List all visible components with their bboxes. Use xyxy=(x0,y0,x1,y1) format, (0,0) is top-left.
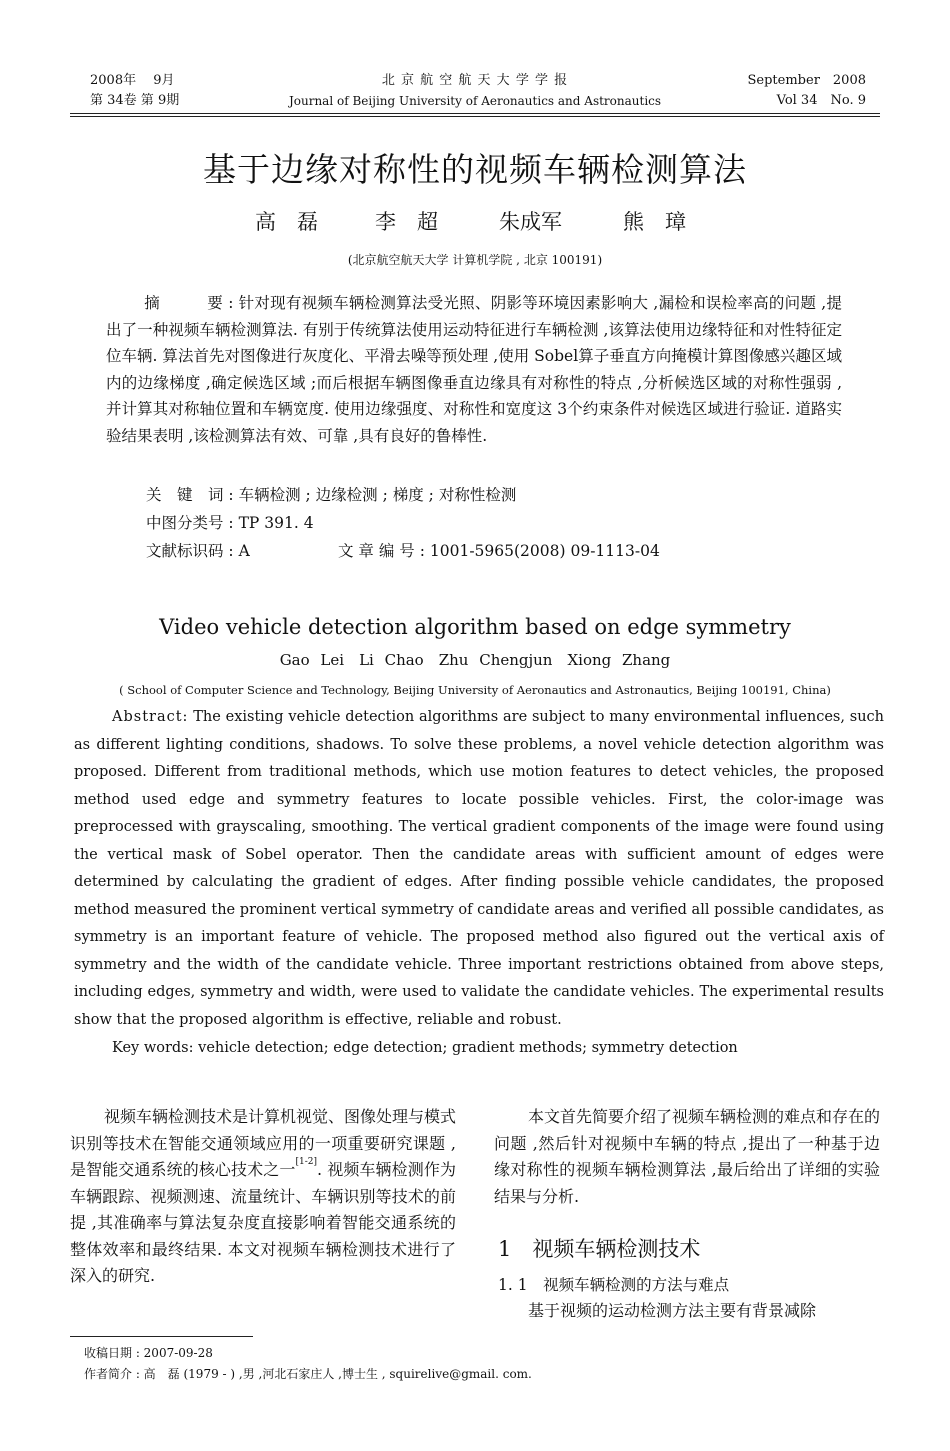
section-1-1-text: 基于视频的运动检测方法主要有背景减除 xyxy=(528,1301,817,1320)
intro-paragraph-1b: . 视频车辆检测作为车辆跟踪、视频测速、流量统计、车辆识别等技术的前提 ,其准确率与算法复杂度直接影响着智能交通系统的整体效率和最终结果. 本文对视频车辆检测技术进行了深入的研究. xyxy=(70,1160,456,1285)
footnote-received: 收稿日期 : 2007-09-28 xyxy=(84,1346,213,1360)
header-date-en: September 2008 xyxy=(747,73,866,88)
doc-code-value: A xyxy=(238,542,250,560)
header-journal-en: Journal of Beijing University of Aeronautics and Astronautics xyxy=(288,94,662,108)
article-number-value: 1001-5965(2008) 09-1113-04 xyxy=(429,542,660,560)
author-4: 熊 璋 xyxy=(623,210,686,234)
clc-label: 中图分类号 : xyxy=(146,514,234,532)
keywords-en xyxy=(112,1037,738,1059)
intro-paragraph-1: 视频车辆检测技术是计算机视觉、图像处理与模式识别等技术在智能交通领域应用的一项重要研究课题 , 是智能交通系统的核心技术之一 xyxy=(70,1107,457,1179)
keywords-cn xyxy=(146,482,516,508)
header-volume-en: Vol 34 No. 9 xyxy=(776,93,866,108)
body-left-column xyxy=(70,1104,456,1290)
section-heading-1-1: 1. 1 视频车辆检测的方法与难点 xyxy=(498,1276,730,1294)
article-number-label: 文 章 编 号 : xyxy=(338,542,425,560)
footnote-rule xyxy=(70,1336,253,1337)
author-1: 高 磊 xyxy=(255,210,318,234)
keywords-cn-label: 关 键 词 : xyxy=(146,486,234,504)
section-1-1-paragraph xyxy=(494,1298,880,1325)
intro-paragraph-2: 本文首先简要介绍了视频车辆检测的难点和存在的问题 ,然后针对视频中车辆的特点 ,提出了一种基于边缘对称性的视频车辆检测算法 ,最后给出了详细的实验结果与分析. xyxy=(494,1107,881,1206)
paper-title-en: Video vehicle detection algorithm based on edge symmetry xyxy=(159,615,791,639)
keywords-cn-text: 车辆检测 ; 边缘检测 ; 梯度 ; 对称性检测 xyxy=(238,486,517,504)
abstract-en-label: Abstract: xyxy=(112,709,189,725)
abstract-cn xyxy=(106,290,842,449)
footnote-author-bio: 作者简介 : 高 磊 (1979 - ) ,男 ,河北石家庄人 ,博士生 , squirelive@gmail. com. xyxy=(84,1367,532,1381)
body-right-column xyxy=(494,1104,880,1210)
keywords-en-text: vehicle detection; edge detection; gradient methods; symmetry detection xyxy=(198,1040,738,1056)
document-code xyxy=(146,538,250,564)
doc-code-label: 文献标识码 : xyxy=(146,542,234,560)
affiliation-en: ( School of Computer Science and Technology, Beijing University of Aeronautics and Astronautics, Beijing 100191, China) xyxy=(119,683,831,697)
author-3: 朱成军 xyxy=(499,210,562,234)
abstract-cn-text: 针对现有视频车辆检测算法受光照、阴影等环境因素影响大 ,漏检和误检率高的问题 ,提出了一种视频车辆检测算法. 有别于传统算法使用运动特征进行车辆检测 ,该算法使用边缘特征和对性特征定位车辆. 算法首先对图像进行灰度化、平滑去噪等预处理 ,使用 Sobel算子垂直方向掩模计算图像感兴趣区域内的边缘梯度 ,确定候选区域 ;而后根据车辆图像垂直边缘具有对称性的特点 ,分析候选区域的对称性强弱 ,并计算其对称轴位置和车辆宽度. 使用边缘强度、对称性和宽度这 3个约束条件对候选区域进行验证. 道路实验结果表明 ,该检测算法有效、可靠 ,具有良好的鲁棒性. xyxy=(106,294,842,445)
keywords-en-label: Key words: xyxy=(112,1040,194,1056)
header-rule-2 xyxy=(70,116,880,117)
abstract-cn-label: 摘 要 : xyxy=(144,294,234,312)
header-date-cn: 2008年 9月 xyxy=(90,73,175,88)
header-journal-cn: 北 京 航 空 航 天 大 学 学 报 xyxy=(381,73,569,88)
abstract-en-text: The existing vehicle detection algorithms are subject to many environmental influences, such as different lighting conditions, shadows. To solve these problems, a novel vehicle detection algorithm was proposed. Different from traditional methods, which use motion features to detect vehicles, the proposed method used edge and symmetry features to locate possible vehicles. First, the color-image was preprocessed with grayscaling, smoothing. The vertical gradient components of the image were found using the vertical mask of Sobel operator. Then the candidate areas with sufficient amount of edges were determined by calculating the gradient of edges. After finding possible vehicle candidates, the proposed method measured the prominent vertical symmetry of candidate areas and verified all possible candidates, as symmetry is an important feature of vehicle. The proposed method also figured out the vertical axis of symmetry and the width of the candidate vehicle. Three important restrictions obtained from above steps, including edges, symmetry and width, were used to validate the candidate vehicles. The experimental results show that the proposed algorithm is effective, reliable and robust. xyxy=(74,709,884,1028)
authors-en: Gao Lei Li Chao Zhu Chengjun Xiong Zhang xyxy=(279,651,671,669)
section-heading-1: 1 视频车辆检测技术 xyxy=(498,1237,701,1261)
affiliation-cn: (北京航空航天大学 计算机学院 , 北京 100191) xyxy=(347,253,603,267)
author-2: 李 超 xyxy=(375,210,438,234)
header-rule xyxy=(70,113,880,114)
clc-number xyxy=(146,510,314,536)
citation-ref: [1-2] xyxy=(295,1157,317,1167)
clc-value: TP 391. 4 xyxy=(238,514,314,532)
header-volume-cn: 第 34卷 第 9期 xyxy=(90,93,180,108)
article-number xyxy=(338,538,660,564)
paper-title-cn: 基于边缘对称性的视频车辆检测算法 xyxy=(203,150,747,189)
abstract-en xyxy=(74,704,884,1034)
